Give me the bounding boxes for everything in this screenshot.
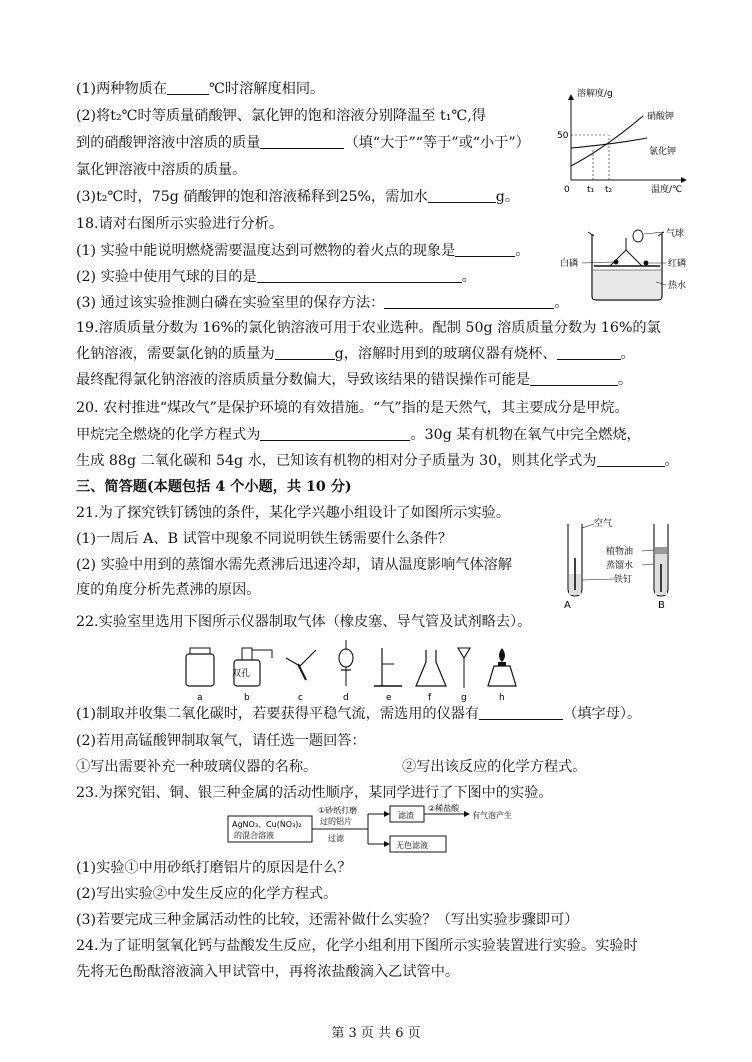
iron-nail-tubes-figure [558,514,688,610]
air-label: 空气 [594,519,613,529]
answer-blank[interactable] [257,268,462,283]
q23-2-line: (2)写出实验②中发生反应的化学方程式。 [76,886,338,902]
answer-blank[interactable] [455,242,515,257]
letter-g: g [461,693,467,702]
step1-line3: 过滤 [328,834,344,843]
q20-line2: 甲烷完全燃烧的化学方程式为 。30g 某有机物在氧气中完全燃烧， [76,427,641,443]
tube-a-label: A [564,600,571,610]
answer-blank[interactable] [557,345,621,360]
apparatus-b-flask [232,648,272,686]
q17-2-line2: 到的硝酸钾溶液中溶质的质量 （填“大于”“等于”或“小于”） [76,135,530,151]
answer-blank[interactable] [167,80,209,95]
apparatus-c-tube [286,650,316,680]
letter-b: b [244,693,250,702]
wp-pointer [582,262,613,263]
answer-blank[interactable] [384,294,554,309]
letter-a: a [197,693,203,702]
combustion-experiment-figure [560,226,690,302]
balloon [633,230,643,242]
filtrate-label: 无色滤液 [396,841,428,850]
q22-title: 22.实验室里选用下图所示仪器制取气体（橡皮塞、导气管及试剂略去）。 [76,614,532,630]
letter-h: h [499,693,505,702]
letter-c: c [298,693,303,702]
y-tick-50: 50 [557,131,569,141]
q24-line2: 先将无色酚酞溶液滴入甲试管中，再将浓盐酸滴入乙试管中。 [76,964,460,980]
q19-line3: 最终配得氯化钠溶液的溶质质量分数偏大，导致该结果的错误操作可能是 。 [76,372,633,388]
tube-b-oil [655,547,667,554]
x-tick-t1: t₁ [587,185,595,195]
apparatus-d-funnel [339,640,353,686]
q18-2-line: (2) 实验中使用气球的目的是 。 [76,269,476,285]
q21-1-line: (1)一周后 A、B 试管中现象不同说明铁生锈需要什么条件？ [76,531,453,547]
q19-line1: 19.溶质质量分数为 16%的氯化钠溶液可用于农业选种。配制 50g 溶质质量分数为 16%的氯 [76,320,661,336]
kno3-label: 硝酸钾 [647,112,675,122]
y-axis-label: 溶解度/g [577,89,613,99]
beaker-lip [588,232,664,236]
x-tick-t2: t₂ [605,185,613,195]
lab-apparatus-figure [180,640,530,702]
arrow-2-head [384,811,390,817]
answer-blank[interactable] [597,452,665,467]
metal-activity-flow-figure [226,804,536,858]
apparatus-h-alcohol-lamp [488,648,516,686]
red-phosphorus [644,261,649,266]
q20-line1: 20. 农村推进“煤改气”是保护环境的有效措施。“气”指的是天然气，其主要成分是甲烷。 [76,400,629,416]
q22-option1: ①写出需要补充一种玻璃仪器的名称。 [76,759,318,775]
q20-line3: 生成 88g 二氧化碳和 54g 水，已知该有机物的相对分子质量为 30，则其化学式为 。 [76,453,679,469]
arrow-4-head [464,811,470,817]
oil-pointer [642,550,654,551]
b-two-hole-label: 双孔 [232,669,251,679]
q17-2-line1: (2)将t₂℃时等质量硝酸钾、氯化钾的饱和溶液分别降温至 t₁℃,得 [76,108,486,124]
q24-line1: 24.为了证明氢氧化钙与盐酸发生反应，化学小组利用下图所示实验装置进行实验。实验时 [76,938,638,954]
arrow-3-head [384,841,390,847]
water-pointer [642,564,654,565]
white-phosphorus [614,260,619,265]
q17-2-line3: 氯化钾溶液中溶质的质量。 [76,162,247,178]
section-heading: 三、简答题(本题包括 4 个小题，共 10 分) [76,479,352,495]
mixed-solution-line1: AgNO₃、Cu(NO₃)₂ [232,820,302,829]
x-axis-arrow [681,177,687,183]
residue-label: 滤渣 [398,811,414,820]
nail-label: 铁钉 [614,575,633,585]
hot-water [593,270,661,299]
page-footer: 第 3 页 共 6 页 [331,1026,421,1041]
solubility-curve-figure [555,86,690,196]
q17-3-line: (3)t₂℃时，75g 硝酸钾的饱和溶液稀释到25%，需加水 g。 [76,189,520,205]
q18-title: 18.请对右图所示实验进行分析。 [76,216,284,232]
answer-blank[interactable] [260,134,344,149]
nail-pointer [582,579,614,580]
letter-f: f [428,693,432,702]
q19-line2: 化钠溶液，需要氯化钠的质量为 g，溶解时用到的玻璃仪器有烧杯、 。 [76,346,635,362]
step1-line2: 过的铝片 [320,817,352,826]
answer-blank[interactable] [479,705,563,720]
oil-label: 植物油 [606,547,634,557]
q17-1-line: (1)两种物质在 ℃时溶解度相同。 [76,81,325,97]
kcl-label: 氯化钾 [649,147,677,157]
letter-e: e [386,693,392,702]
red-phosphorus-label: 红磷 [668,259,687,269]
result-label: 有气泡产生 [472,811,512,820]
air-pointer [582,524,594,528]
x-axis-label: 温度/℃ [651,185,683,195]
balloon-label: 气球 [666,229,685,239]
apparatus-f-conical-flask [416,650,446,686]
answer-blank[interactable] [275,345,335,360]
q23-3-line: (3)若要完成三种金属活动性的比较，还需补做什么实验？（写出实验步骤即可） [76,912,579,928]
tube-b-label: B [658,600,665,610]
q22-2-line: (2)若用高锰酸钾制取氧气，请任选一题回答： [76,733,366,749]
letter-d: d [343,693,349,702]
q22-1-line: (1)制取并收集二氧化碳时，若要获得平稳气流，需选用的仪器有 （填字母）。 [76,706,642,722]
step1-line1: ①砂纸打磨 [318,806,358,815]
q21-title: 21.为了探究铁钉锈蚀的条件，某化学兴趣小组设计了如图所示实验。 [76,505,511,521]
q18-3-line: (3) 通过该实验推测白磷在实验室里的保存方法： 。 [76,295,569,311]
water-label: 蒸馏水 [606,561,634,571]
q18-1-line: (1) 实验中能说明燃烧需要温度达到可燃物的着火点的现象是 。 [76,243,530,259]
answer-blank[interactable] [428,188,496,203]
x-tick-0: 0 [564,185,570,195]
mixed-solution-line2: 的混合溶液 [234,831,274,840]
step2-label: ②稀盐酸 [428,804,460,813]
apparatus-e-stand [374,648,402,686]
apparatus-a-gas-jar [186,648,214,686]
y-axis-arrow [568,94,574,100]
hot-water-label: 热水 [668,281,687,291]
apparatus-g-long-funnel [458,648,470,688]
q23-1-line: (1)实验①中用砂纸打磨铝片的原因是什么？ [76,860,352,876]
q23-title: 23.为探究铝、铜、银三种金属的活动性顺序，某同学进行了下图中的实验。 [76,785,553,801]
q21-2-line2: 度的角度分析先煮沸的原因。 [76,582,261,598]
white-phosphorus-label: 白磷 [560,259,579,269]
q21-2-line1: (2) 实验中用到的蒸馏水需先煮沸后迅速冷却，请从温度影响气体溶解 [76,557,513,573]
answer-blank[interactable] [260,426,410,441]
q22-option2: ②写出该反应的化学方程式。 [402,759,587,775]
answer-blank[interactable] [530,371,618,386]
